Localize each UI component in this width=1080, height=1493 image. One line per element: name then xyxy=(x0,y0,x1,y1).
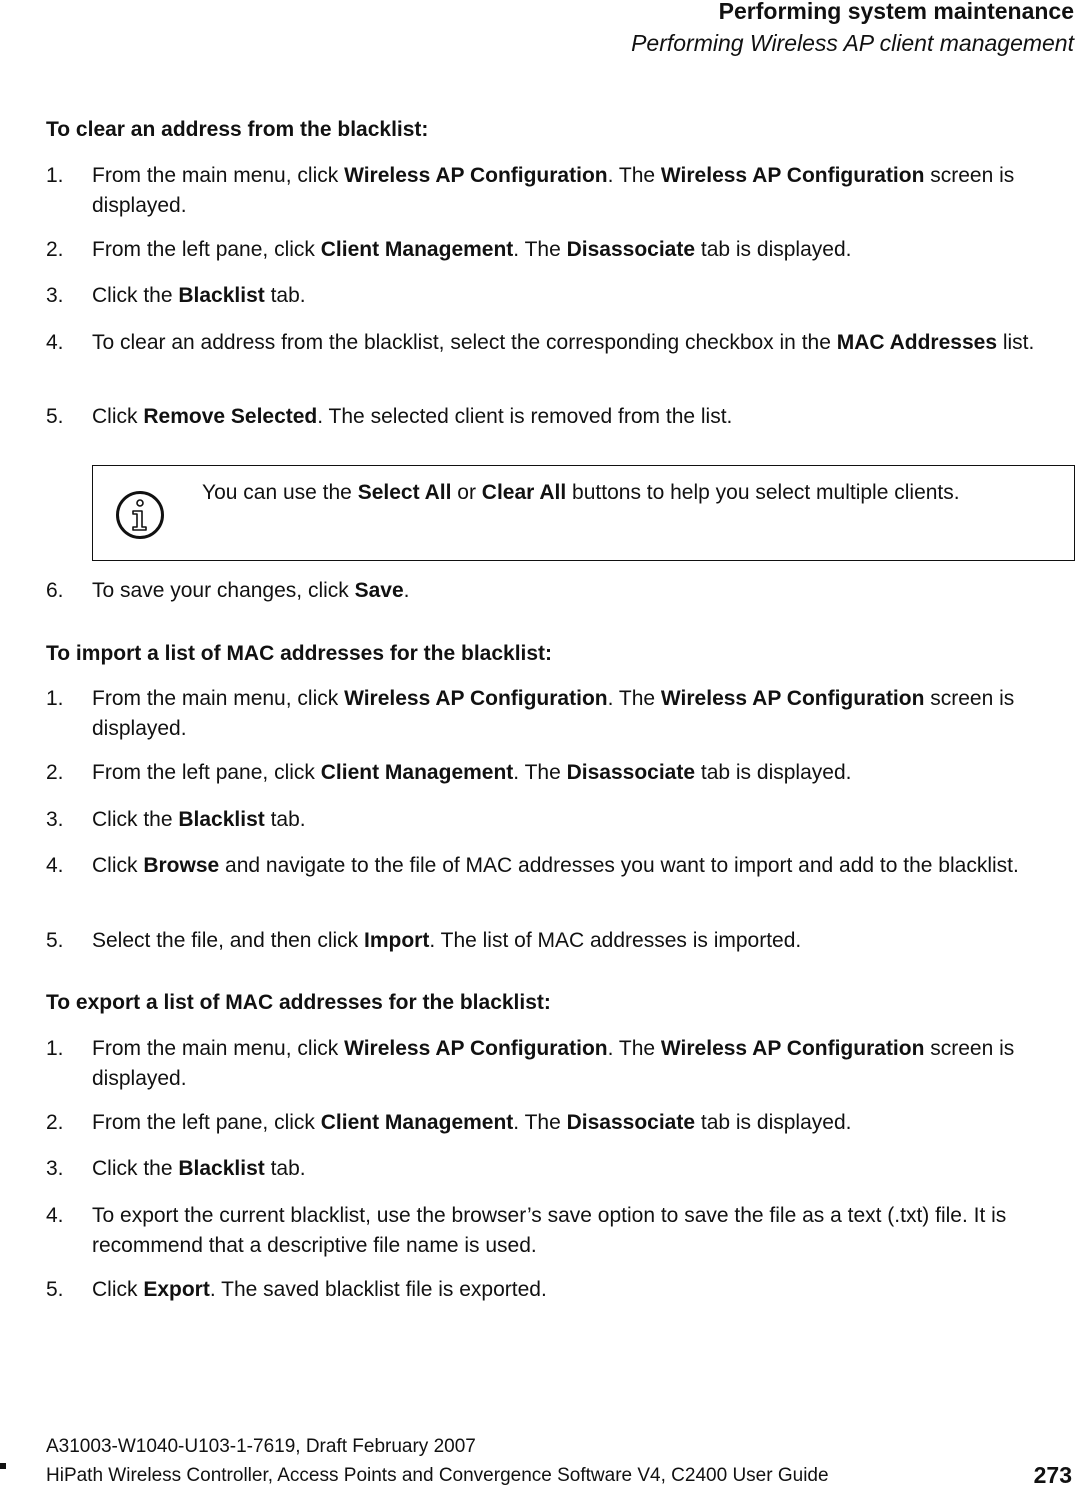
step-number: 3. xyxy=(46,1157,64,1180)
list-item xyxy=(46,684,1076,744)
step-number: 4. xyxy=(46,854,64,877)
note-text: You can use the Select All or Clear All buttons to help you select multiple clients. xyxy=(202,481,960,504)
step-text: From the left pane, click Client Management. The Disassociate tab is displayed. xyxy=(92,238,852,261)
step-number: 5. xyxy=(46,929,64,952)
step-text: To export the current blacklist, use the browser’s save option to save the file as a text (.txt) file. It is recommend that a descriptive file name is used. xyxy=(92,1204,1007,1257)
step-text: Click Export. The saved blacklist file is exported. xyxy=(92,1278,547,1301)
step-number: 1. xyxy=(46,164,64,187)
step-text: From the left pane, click Client Management. The Disassociate tab is displayed. xyxy=(92,761,852,784)
list-item xyxy=(46,851,1076,881)
list-item xyxy=(46,235,1076,265)
step-number: 6. xyxy=(46,579,64,602)
step-text: Click Remove Selected. The selected client is removed from the list. xyxy=(92,405,733,428)
step-number: 2. xyxy=(46,238,64,261)
section-title-export: To export a list of MAC addresses for the blacklist: xyxy=(46,991,551,1014)
step-text: From the main menu, click Wireless AP Configuration. The Wireless AP Configuration screen is displayed. xyxy=(92,1037,1015,1090)
list-item xyxy=(46,576,1076,606)
step-text: From the main menu, click Wireless AP Configuration. The Wireless AP Configuration screen is displayed. xyxy=(92,687,1015,740)
step-number: 5. xyxy=(46,1278,64,1301)
step-number: 4. xyxy=(46,331,64,354)
step-text: From the left pane, click Client Management. The Disassociate tab is displayed. xyxy=(92,1111,852,1134)
section-title-import: To import a list of MAC addresses for the blacklist: xyxy=(46,642,553,665)
list-item xyxy=(46,758,1076,788)
step-number: 5. xyxy=(46,405,64,428)
page-number: 273 xyxy=(1033,1462,1072,1488)
note-box xyxy=(92,465,1075,561)
step-number: 4. xyxy=(46,1204,64,1227)
step-text: Select the file, and then click Import. The list of MAC addresses is imported. xyxy=(92,929,802,952)
list-item xyxy=(46,281,1076,311)
list-item xyxy=(46,1034,1076,1094)
list-item xyxy=(46,1108,1076,1138)
step-text: From the main menu, click Wireless AP Configuration. The Wireless AP Configuration screen is displayed. xyxy=(92,164,1015,217)
list-item xyxy=(46,328,1076,358)
list-item xyxy=(46,926,1076,956)
footer-doc-title: HiPath Wireless Controller, Access Points and Convergence Software V4, C2400 User Guide xyxy=(46,1465,829,1486)
step-text: Click the Blacklist tab. xyxy=(92,808,306,831)
footer-marker xyxy=(0,1463,6,1469)
list-item xyxy=(46,161,1076,221)
list-item xyxy=(46,1154,1076,1184)
step-number: 1. xyxy=(46,1037,64,1060)
header-title: Performing system maintenance xyxy=(718,0,1074,24)
step-text: Click the Blacklist tab. xyxy=(92,284,306,307)
step-text: Click Browse and navigate to the file of MAC addresses you want to import and add to the blacklist. xyxy=(92,854,1019,877)
list-item xyxy=(46,1275,1076,1305)
list-item xyxy=(46,805,1076,835)
step-text: To clear an address from the blacklist, select the corresponding checkbox in the MAC Addresses list. xyxy=(92,331,1035,354)
info-icon xyxy=(115,490,165,540)
list-item xyxy=(46,402,1076,432)
step-number: 3. xyxy=(46,808,64,831)
section-title-clear: To clear an address from the blacklist: xyxy=(46,118,429,141)
step-text: Click the Blacklist tab. xyxy=(92,1157,306,1180)
footer-doc-id: A31003-W1040-U103-1-7619, Draft February 2007 xyxy=(46,1436,476,1457)
step-text: To save your changes, click Save. xyxy=(92,579,410,602)
list-item xyxy=(46,1201,1076,1261)
step-number: 1. xyxy=(46,687,64,710)
header-subtitle: Performing Wireless AP client management xyxy=(631,30,1074,56)
step-number: 3. xyxy=(46,284,64,307)
step-number: 2. xyxy=(46,1111,64,1134)
step-number: 2. xyxy=(46,761,64,784)
